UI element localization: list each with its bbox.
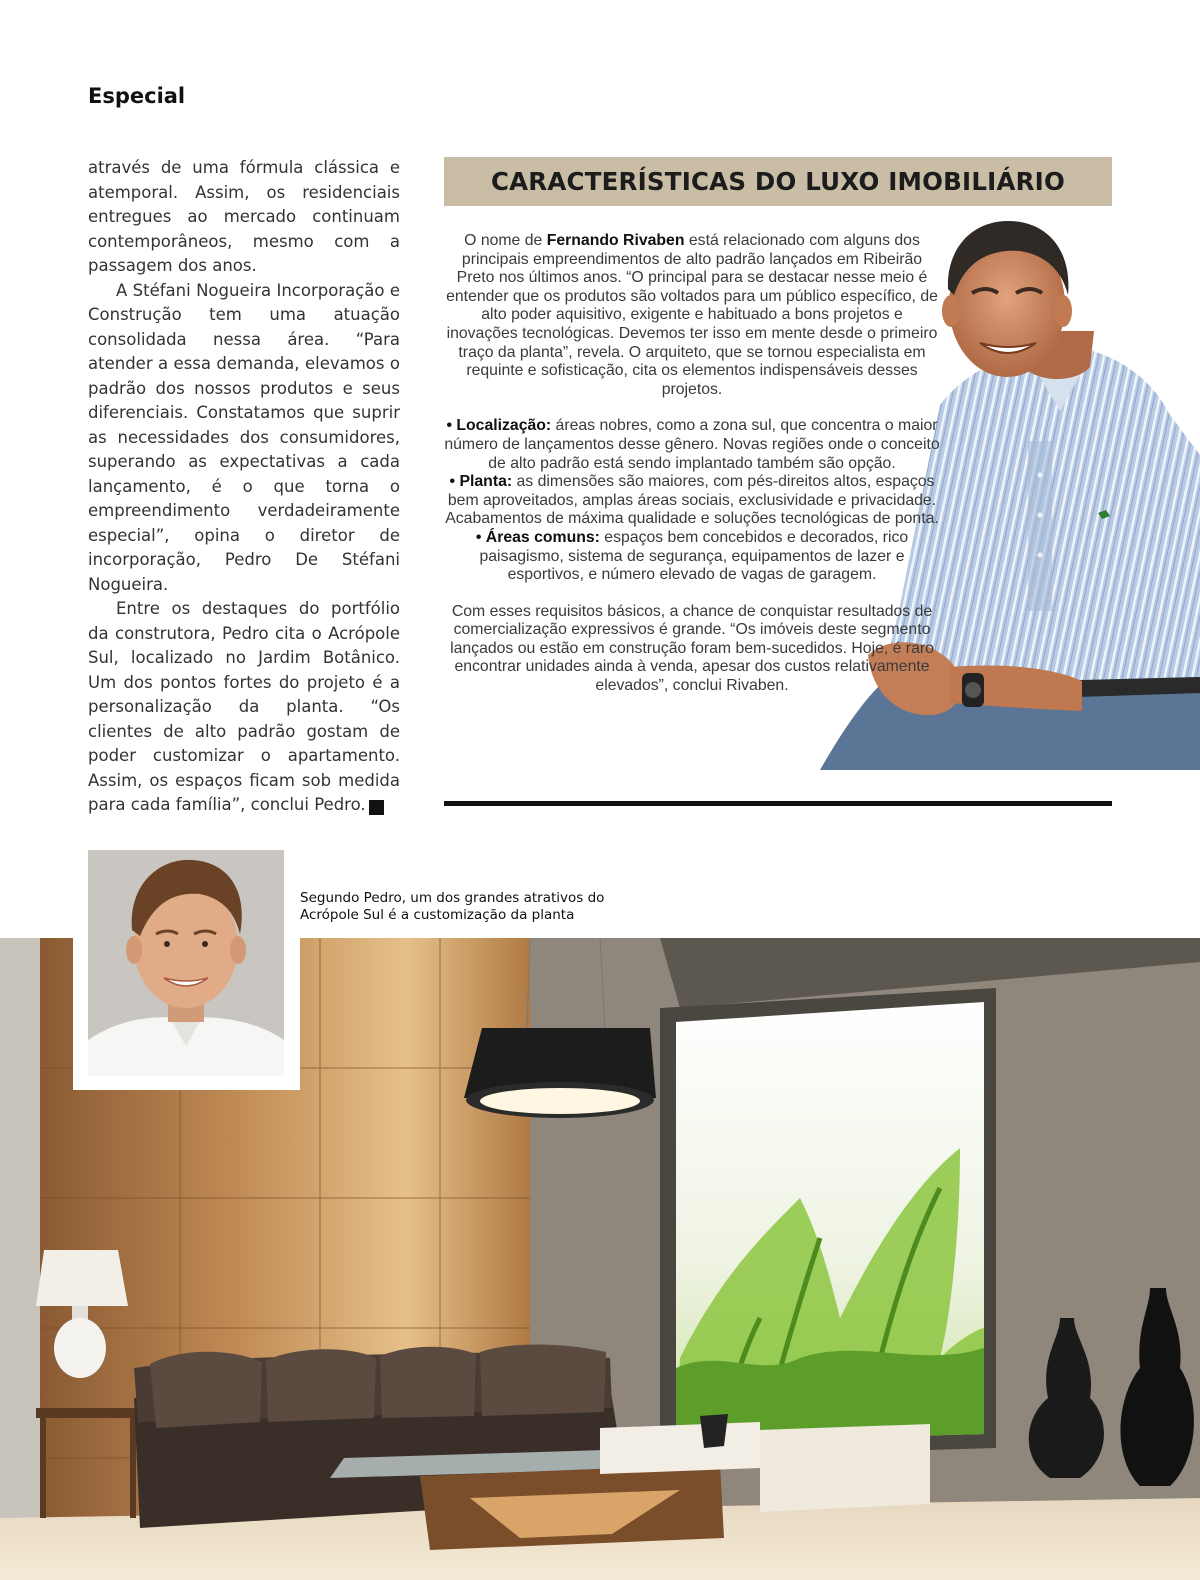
article-column [88, 156, 403, 818]
caption-line: Acrópole Sul é a customização da planta [300, 907, 575, 923]
end-of-article-mark: r [369, 800, 384, 815]
list-item-text: espaços bem concebidos e decorados, rico paisagismo, sistema de segurança, equipamentos de lazer e esportivos, e número elevado de vagas de garagem. [479, 528, 909, 584]
list-item-planta [444, 473, 940, 529]
article-paragraph-text: Entre os destaques do portfólio da construtora, Pedro cita o Acrópole Sul, localizado no Jardim Botânico. Um dos pontos fortes do projeto é a personalização da planta. “Os clientes de alto padrão gostam de poder customizar o apartamento. Assim, os espaços ficam sob medida para cada família”, conclui Pedro. [88, 599, 400, 814]
box-intro-rest: está relacionado com alguns dos principais empreendimentos de alto padrão lançados em Ribeirão Preto nos últimos anos. “O principal para se destacar nesse meio é entender que os produtos são voltados para um público específico, de alto poder aquisitivo, exigente e habituado a bons projetos e inovações tecnológicas. Devemos ter isso em mente desde o primeiro traço da planta”, revela. O arquiteto, que se tornou especialista em requinte e sofisticação, cita os elementos indispensáveis desses projetos. [446, 232, 938, 398]
box-intro [444, 232, 940, 399]
article-paragraph: através de uma fórmula clássica e atemporal. Assim, os residenciais entregues ao mercado continuam contemporâneos, mesmo com a passagem dos anos. [88, 158, 400, 275]
list-bullet: • [449, 473, 456, 491]
list-item-text: as dimensões são maiores, com pés-direitos altos, espaços bem aproveitados, amplas áreas sociais, exclusividade e privacidade. Acabamentos de máxima qualidade e soluções tecnológicas de ponta. [445, 473, 939, 528]
article-paragraph: A Stéfani Nogueira Incorporação e Construção tem uma atuação consolidada nessa área. “Para atender a essa demanda, elevamos o padrão dos nossos produtos e seus diferenciais. Constatamos que suprir as necessidades dos consumidores, superando as expectativas a cada lançamento, é o que torna o empreendimento verdadeiramente especial”, opina o diretor de incorporação, Pedro De Stéfani Nogueira. [88, 280, 400, 594]
list-item-localizacao [444, 417, 940, 473]
photo-pedro-de-stefani-nogueira [88, 850, 284, 1076]
photo-caption [300, 890, 630, 924]
box-bottom-rule [444, 801, 1112, 806]
box-conclusion: Com esses requisitos básicos, a chance de conquistar resultados de comercialização expressivos é grande. “Os imóveis deste segmento lançados ou estão em construção foram bem-sucedidos. Hoje, é raro encontrar unidades ainda à venda, apesar dos custos relativamente elevados”, conclui Rivaben. [450, 602, 934, 695]
box-intro-name: Fernando Rivaben [546, 232, 685, 249]
box-intro-prefix: O nome de [464, 232, 547, 249]
list-item-label: Áreas comuns: [485, 528, 600, 546]
list-item-areas-comuns [444, 529, 940, 585]
list-bullet: • [475, 528, 482, 546]
list-bullet: • [446, 417, 452, 435]
caption-line: Segundo Pedro, um dos grandes atrativos do [300, 890, 605, 906]
sidebar-box-text [444, 232, 940, 714]
section-label: Especial [88, 84, 186, 108]
article-paragraph [88, 597, 403, 818]
list-item-text: áreas nobres, como a zona sul, que concentra o maior número de lançamentos desse gênero. Novas regiões onde o conceito de alto padrão está sendo implantado também são opção. [444, 417, 940, 472]
sidebar-box-title: CARACTERÍSTICAS DO LUXO IMOBILIÁRIO [444, 157, 1112, 206]
requirement-list [444, 417, 940, 584]
list-item-label: Localização: [456, 417, 552, 435]
list-item-label: Planta: [459, 473, 513, 491]
